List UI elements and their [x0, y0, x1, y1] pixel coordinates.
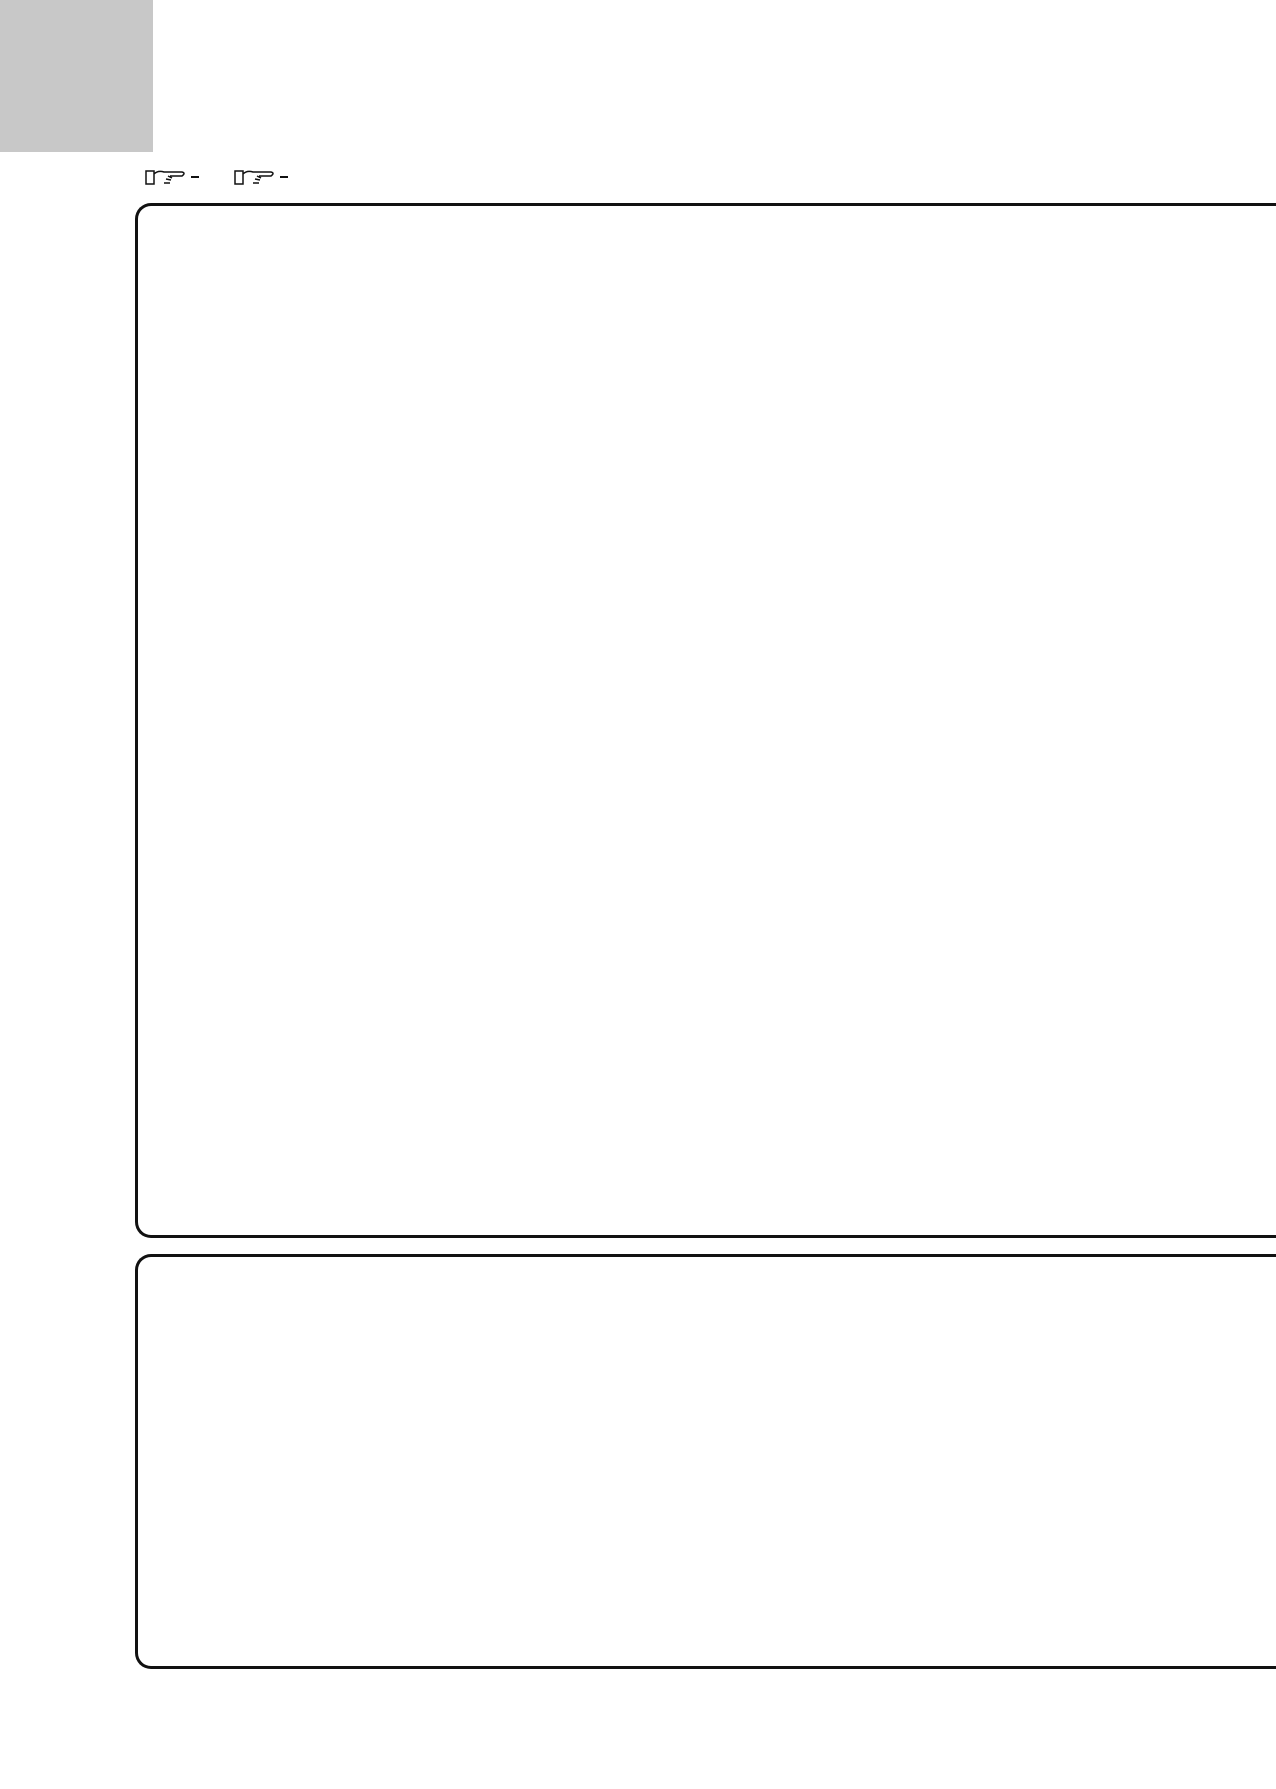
page-ref [191, 176, 199, 178]
pointing-hand-icon [233, 168, 277, 186]
corner-tab [0, 0, 153, 152]
grill-block [135, 1254, 1276, 1669]
page-ref [280, 176, 288, 178]
grill-prep-ref[interactable] [233, 168, 288, 186]
konro-prep-ref[interactable] [144, 168, 199, 186]
konro-block [135, 203, 1276, 1238]
pointing-hand-icon [144, 168, 188, 186]
prep-references [138, 168, 288, 186]
